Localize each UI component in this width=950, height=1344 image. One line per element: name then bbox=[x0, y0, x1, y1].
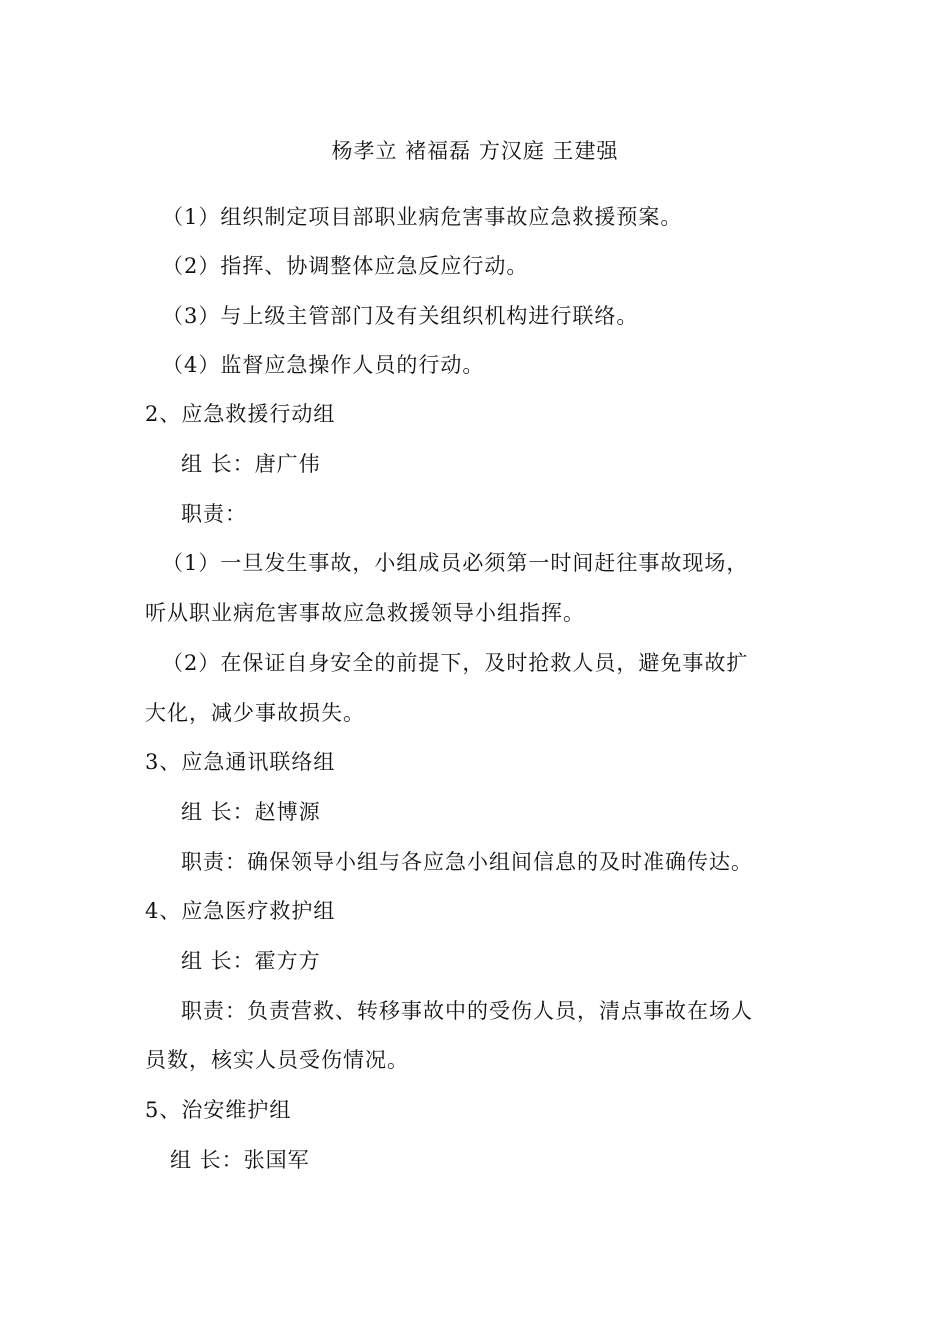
group1-duty-4: （4）监督应急操作人员的行动。 bbox=[162, 353, 485, 377]
group3-heading: 3、应急通讯联络组 bbox=[145, 750, 336, 774]
group2-duty1-line1: （1）一旦发生事故，小组成员必须第一时间赶往事故现场， bbox=[162, 551, 749, 575]
group3-leader: 组 长：赵博源 bbox=[181, 800, 321, 824]
names-line: 杨孝立 褚福磊 方汉庭 王建强 bbox=[331, 139, 619, 163]
group4-heading: 4、应急医疗救护组 bbox=[145, 899, 336, 923]
group5-heading: 5、治安维护组 bbox=[145, 1098, 292, 1122]
group3-duties: 职责：确保领导小组与各应急小组间信息的及时准确传达。 bbox=[181, 850, 753, 874]
group4-duties-line1: 职责：负责营救、转移事故中的受伤人员，清点事故在场人 bbox=[181, 999, 753, 1023]
group1-duty-2: （2）指挥、协调整体应急反应行动。 bbox=[162, 254, 529, 278]
group5-leader: 组 长：张国军 bbox=[170, 1148, 310, 1172]
group2-duty2-line1: （2）在保证自身安全的前提下，及时抢救人员，避免事故扩 bbox=[162, 651, 749, 675]
group2-leader: 组 长：唐广伟 bbox=[181, 452, 321, 476]
group2-duty1-line2: 听从职业病危害事故应急救援领导小组指挥。 bbox=[145, 601, 585, 625]
group1-duty-3: （3）与上级主管部门及有关组织机构进行联络。 bbox=[162, 304, 639, 328]
group2-duties-label: 职责： bbox=[181, 502, 247, 526]
group4-leader: 组 长：霍方方 bbox=[181, 949, 321, 973]
group2-duty2-line2: 大化，减少事故损失。 bbox=[145, 701, 365, 725]
group1-duty-1: （1）组织制定项目部职业病危害事故应急救援预案。 bbox=[162, 205, 683, 229]
group4-duties-line2: 员数，核实人员受伤情况。 bbox=[145, 1048, 409, 1072]
group2-heading: 2、应急救援行动组 bbox=[145, 402, 336, 426]
